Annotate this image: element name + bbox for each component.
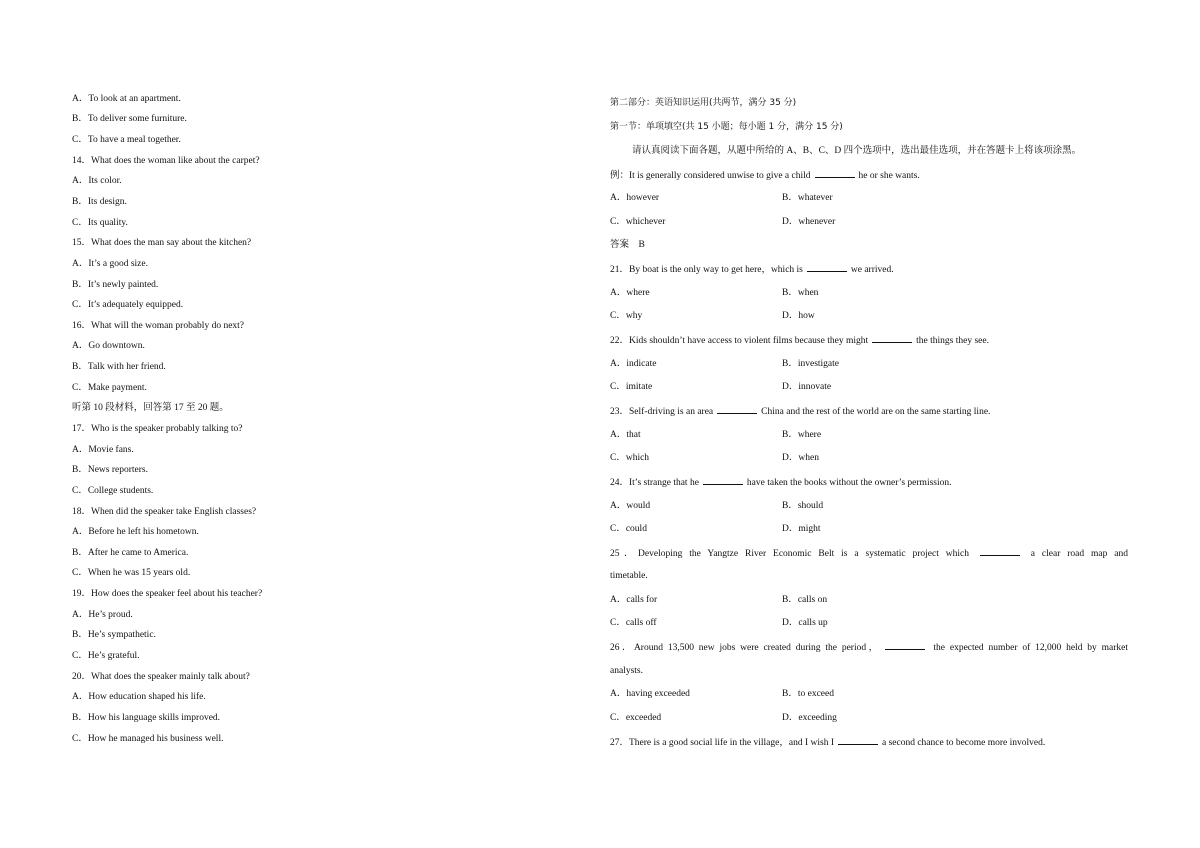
stem-start: 24．It’s strange that he: [610, 478, 699, 488]
option-a: A．where: [610, 288, 650, 298]
option-a: A．that: [610, 430, 641, 440]
answer-blank: [838, 736, 878, 745]
option-line: A．He’s proud.: [72, 610, 133, 620]
question-25-continuation: timetable.: [610, 571, 648, 581]
option-b: B．where: [782, 430, 822, 440]
question-26: [610, 641, 1128, 654]
stem-end: the things they see.: [916, 336, 989, 346]
option-line: B．News reporters.: [72, 465, 148, 475]
stem-end: a second chance to become more involved.: [881, 738, 1046, 748]
option-line: A．Movie fans.: [72, 445, 134, 455]
option-row: [610, 429, 822, 441]
option-line: B．After he came to America.: [72, 548, 189, 558]
option-d: D．how: [782, 311, 815, 321]
option-line: A．Go downtown.: [72, 341, 145, 351]
option-a: A．indicate: [610, 359, 657, 369]
stem-start: 21．By boat is the only way to get here，which is: [610, 265, 803, 275]
option-row: [610, 712, 837, 724]
example-stem: [610, 169, 920, 182]
stem-end: a clear road map and: [1030, 549, 1129, 559]
stem-start: 25．Developing the Yangtze River Economic Belt is a systematic project which: [610, 549, 969, 559]
answer-blank: [717, 405, 757, 414]
option-row: [610, 523, 821, 535]
option-line: B．How his language skills improved.: [72, 713, 221, 723]
answer-blank: [885, 641, 925, 650]
option-row: [610, 688, 834, 700]
question-14: 14．What does the woman like about the carpet?: [72, 156, 260, 166]
option-a: A．calls for: [610, 595, 658, 605]
option-c: C．exceeded: [610, 713, 662, 723]
option-line: C．When he was 15 years old.: [72, 568, 191, 578]
option-c: C．could: [610, 524, 647, 534]
question-22: [610, 334, 989, 347]
answer-blank: [703, 476, 743, 485]
option-row: [610, 500, 824, 512]
option-line: C．It’s adequately equipped.: [72, 300, 184, 310]
option-row: [610, 594, 828, 606]
question-17: 17．Who is the speaker probably talking to?: [72, 424, 243, 434]
option-b: B．should: [782, 501, 824, 511]
option-line: B．Talk with her friend.: [72, 362, 166, 372]
option-line: C．To have a meal together.: [72, 135, 181, 145]
option-c: C．why: [610, 311, 643, 321]
question-23: [610, 405, 990, 418]
option-a: A．having exceeded: [610, 689, 690, 699]
question-18: 18．When did the speaker take English classes?: [72, 507, 257, 517]
option-line: A．Before he left his hometown.: [72, 527, 199, 537]
option-d: D．whenever: [782, 217, 836, 227]
option-b: B．when: [782, 288, 819, 298]
option-row: [610, 310, 815, 322]
question-16: 16．What will the woman probably do next?: [72, 321, 245, 331]
stem-end: the expected number of 12,000 held by market: [933, 643, 1129, 653]
example-stem-start: 例：It is generally considered unwise to give a child: [610, 171, 811, 181]
option-row: [610, 192, 833, 204]
answer-blank: [815, 169, 855, 178]
option-c: C．imitate: [610, 382, 653, 392]
stem-end: we arrived.: [850, 265, 894, 275]
stem-start: 22．Kids shouldn’t have access to violent films because they might: [610, 336, 869, 346]
option-d: D．might: [782, 524, 821, 534]
question-15: 15．What does the man say about the kitchen?: [72, 238, 252, 248]
option-line: A．It’s a good size.: [72, 259, 148, 269]
option-line: A．Its color.: [72, 176, 122, 186]
question-27: [610, 736, 1045, 749]
option-b: B．calls on: [782, 595, 828, 605]
option-a: A．would: [610, 501, 651, 511]
question-21: [610, 263, 894, 276]
option-row: [610, 216, 836, 228]
question-24: [610, 476, 952, 489]
option-b: B．to exceed: [782, 689, 834, 699]
question-25: [610, 547, 1128, 560]
option-line: C．Make payment.: [72, 383, 147, 393]
option-row: [610, 287, 819, 299]
option-d: D．innovate: [782, 382, 832, 392]
option-line: A．How education shaped his life.: [72, 692, 206, 702]
part-title: 第二部分：英语知识运用(共两节，满分 35 分): [610, 98, 797, 108]
option-b: B．investigate: [782, 359, 839, 369]
stem-end: have taken the books without the owner’s permission.: [746, 478, 952, 488]
option-a: A．however: [610, 193, 660, 203]
option-c: C．whichever: [610, 217, 666, 227]
option-line: C．College students.: [72, 486, 154, 496]
answer-blank: [807, 263, 847, 272]
option-d: D．exceeding: [782, 713, 837, 723]
example-answer: 答案 B: [610, 240, 645, 250]
stem-end: China and the rest of the world are on the same starting line.: [761, 407, 991, 417]
listening-instruction: 听第 10 段材料，回答第 17 至 20 题。: [72, 403, 229, 413]
question-20: 20．What does the speaker mainly talk about?: [72, 672, 250, 682]
option-d: D．when: [782, 453, 819, 463]
answer-blank: [872, 334, 912, 343]
option-row: [610, 617, 828, 629]
question-19: 19．How does the speaker feel about his teacher?: [72, 589, 263, 599]
option-line: C．How he managed his business well.: [72, 734, 224, 744]
question-26-continuation: analysts.: [610, 666, 643, 676]
option-c: C．calls off: [610, 618, 657, 628]
option-row: [610, 358, 839, 370]
option-c: C．which: [610, 453, 650, 463]
option-line: B．He’s sympathetic.: [72, 630, 156, 640]
instruction-text: 请认真阅读下面各题，从题中所给的 A、B、C、D 四个选项中，选出最佳选项，并在答题卡上将该项涂黑。: [632, 146, 1082, 156]
stem-start: 26．Around 13,500 new jobs were created during the period，: [610, 643, 881, 653]
section-title: 第一节：单项填空(共 15 小题；每小题 1 分，满分 15 分): [610, 122, 843, 132]
answer-blank: [980, 547, 1020, 556]
option-row: [610, 452, 819, 464]
option-d: D．calls up: [782, 618, 828, 628]
option-line: B．To deliver some furniture.: [72, 114, 187, 124]
stem-start: 27．There is a good social life in the village，and I wish I: [610, 738, 834, 748]
option-line: A．To look at an apartment.: [72, 94, 181, 104]
option-line: B．Its design.: [72, 197, 127, 207]
option-row: [610, 381, 832, 393]
option-line: B．It’s newly painted.: [72, 280, 159, 290]
option-line: C．Its quality.: [72, 218, 128, 228]
stem-start: 23．Self-driving is an area: [610, 407, 714, 417]
option-line: C．He’s grateful.: [72, 651, 140, 661]
example-stem-end: he or she wants.: [858, 171, 920, 181]
option-b: B．whatever: [782, 193, 833, 203]
